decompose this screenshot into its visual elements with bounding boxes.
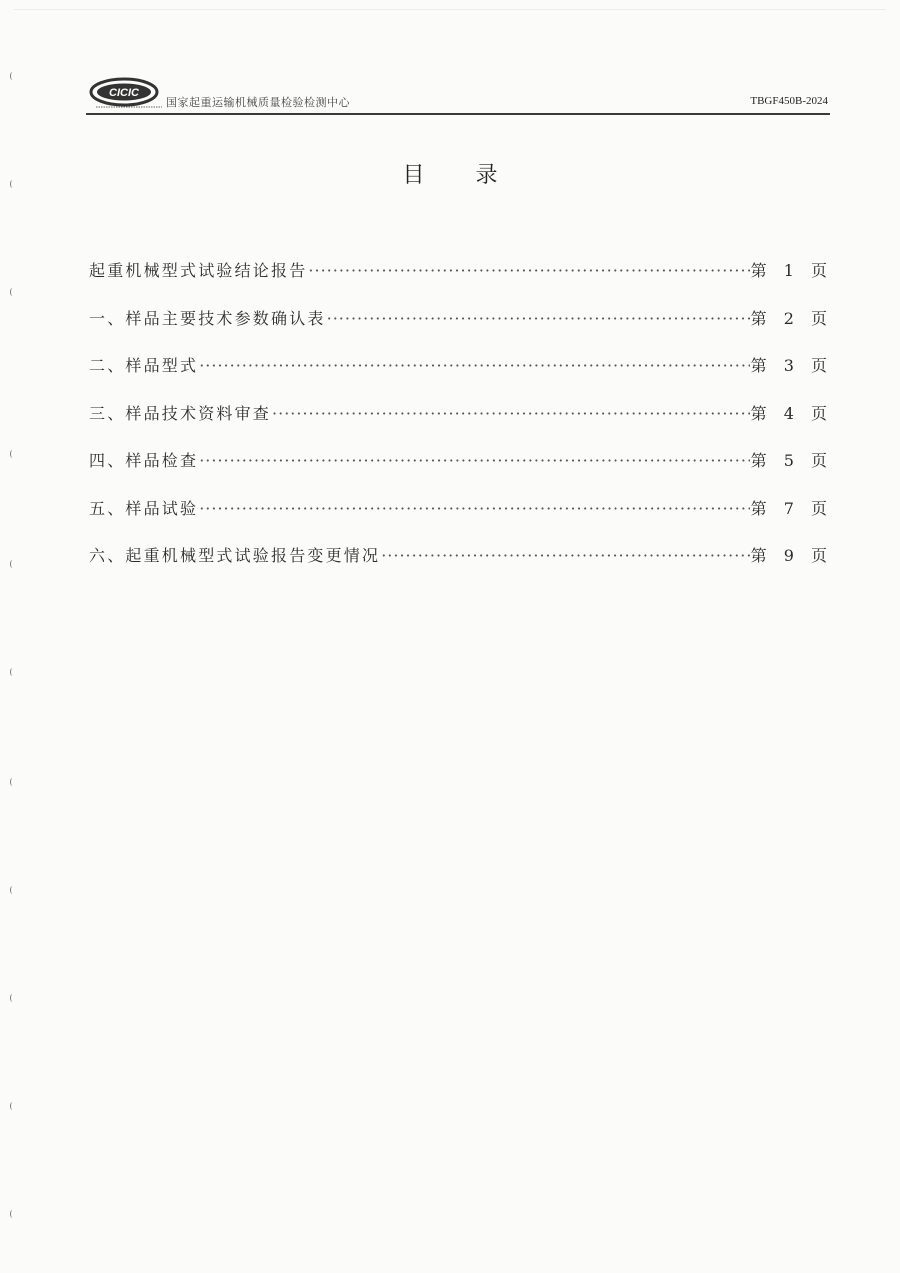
toc-dot-leader	[327, 309, 750, 328]
toc-dot-leader	[199, 356, 749, 375]
toc-entry-label: 二、样品型式	[89, 356, 199, 375]
toc-entry-label: 一、样品主要技术参数确认表	[89, 308, 326, 328]
cicic-logo-icon	[88, 76, 164, 110]
binding-hole-marks	[10, 0, 20, 1273]
toc-entry-page: 第 2 页	[750, 308, 833, 328]
binding-mark	[10, 288, 15, 296]
toc-entry-page: 第 5 页	[750, 451, 833, 470]
toc-entry	[89, 448, 833, 496]
toc-entry-label: 六、起重机械型式试验报告变更情况	[89, 546, 381, 565]
toc-dot-leader	[308, 261, 749, 280]
toc-entry-page: 第 3 页	[750, 356, 833, 375]
toc-entry	[89, 306, 833, 354]
toc-entry-label: 三、样品技术资料审查	[89, 403, 272, 423]
binding-mark	[10, 778, 15, 786]
toc-title: 目 录	[402, 163, 520, 188]
toc-entry-page: 第 1 页	[750, 261, 833, 280]
toc-dot-leader	[199, 451, 749, 470]
binding-mark	[10, 72, 15, 80]
toc-entry	[89, 353, 833, 401]
page-header	[86, 72, 830, 118]
binding-mark	[10, 1210, 15, 1218]
toc-entry-label: 五、样品试验	[89, 498, 199, 518]
toc-entry-page: 第 9 页	[750, 546, 833, 565]
toc-entry-page: 第 4 页	[750, 403, 833, 423]
toc-dot-leader	[199, 499, 749, 518]
toc-entry-page: 第 7 页	[750, 498, 833, 518]
toc-entry	[89, 258, 833, 306]
logo-lettering: CICIC	[109, 87, 139, 99]
toc-entry-label: 起重机械型式试验结论报告	[89, 261, 308, 280]
scan-top-edge	[14, 9, 886, 10]
toc-entry	[89, 543, 833, 591]
binding-mark	[10, 560, 15, 568]
toc-entry	[89, 496, 833, 544]
toc-entry-label: 四、样品检查	[89, 451, 199, 470]
toc-dot-leader	[272, 404, 750, 423]
binding-mark	[10, 994, 15, 1002]
binding-mark	[10, 668, 15, 676]
table-of-contents	[89, 258, 833, 591]
toc-entry	[89, 401, 833, 449]
header-rule	[86, 113, 830, 115]
toc-dot-leader	[381, 546, 749, 565]
binding-mark	[10, 886, 15, 894]
organization-name: 国家起重运输机械质量检验检测中心	[166, 96, 350, 109]
binding-mark	[10, 1102, 15, 1110]
document-code: TBGF450B-2024	[750, 95, 828, 107]
binding-mark	[10, 450, 15, 458]
